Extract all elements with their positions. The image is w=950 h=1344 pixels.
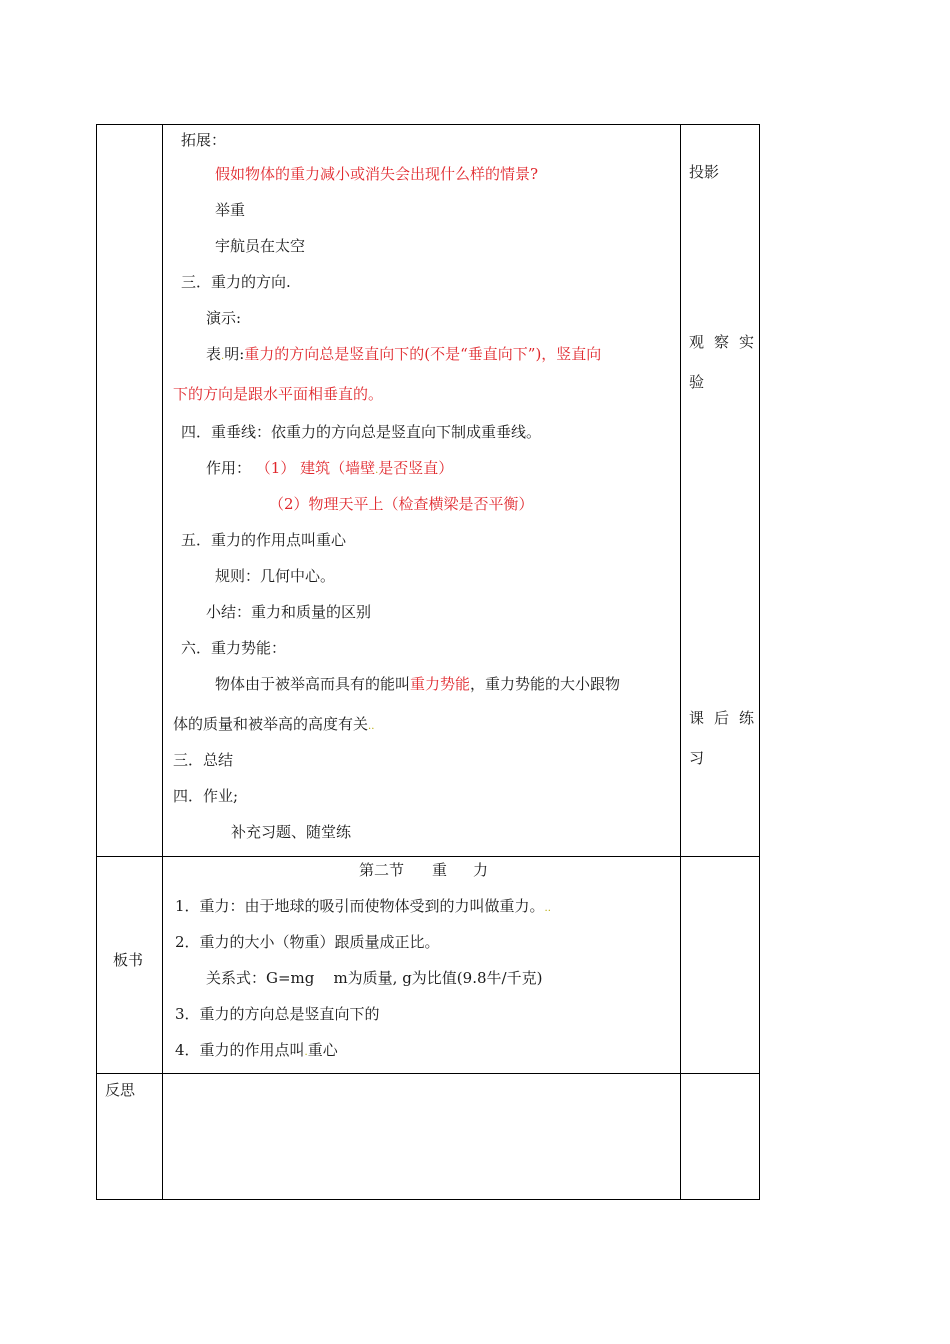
board-point-3: 3．重力的方向总是竖直向下的 xyxy=(175,1005,380,1023)
board-point-1: 1．重力：由于地球的吸引而使物体受到的力叫做重力。.. xyxy=(175,897,551,915)
example-weightlifting: 举重 xyxy=(215,201,246,219)
homework-heading: 四．作业; xyxy=(173,787,239,805)
mark-dot: . xyxy=(375,465,379,476)
mark-dot: .. xyxy=(544,903,551,914)
section-5-heading: 五．重力的作用点叫重心 xyxy=(181,531,347,549)
conclusion-line-1: 表.明:重力的方向总是竖直向下的(不是“垂直向下”)，竖直向 xyxy=(206,345,602,363)
demo-label: 演示: xyxy=(206,309,242,327)
example-astronaut: 宇航员在太空 xyxy=(215,237,306,255)
mark-dot: .. xyxy=(368,721,375,732)
center-of-gravity-rule: 规则：几何中心。 xyxy=(215,567,336,585)
mark-dot: . xyxy=(304,1047,308,1058)
board-point-4: 4．重力的作用点叫.重心 xyxy=(175,1041,338,1059)
reflection-label: 反思 xyxy=(105,1081,136,1099)
homework-items: 补充习题、随堂练 xyxy=(231,823,352,841)
side-note-practice: 课后练 xyxy=(689,709,765,727)
section-6-heading: 六．重力势能： xyxy=(181,639,287,657)
side-note-observe-cont: 验 xyxy=(689,373,705,391)
expand-question: 假如物体的重力减小或消失会出现什么样的情景? xyxy=(215,165,539,183)
summary-line: 小结：重力和质量的区别 xyxy=(206,603,372,621)
section-3-heading: 三．重力的方向. xyxy=(181,273,291,291)
side-note-projection: 投影 xyxy=(689,163,720,181)
section-4-heading: 四．重垂线：依重力的方向总是竖直向下制成重垂线。 xyxy=(181,423,542,441)
plumb-use-2: （2）物理天平上（检查横梁是否平衡） xyxy=(269,495,534,513)
board-title: 第二节 重 力 xyxy=(359,861,489,879)
column-divider-2 xyxy=(680,125,681,1199)
plumb-use-1: 作用： （1） 建筑（墙壁.是否竖直） xyxy=(206,459,454,477)
mark-dot: . xyxy=(221,351,225,362)
row-divider-1 xyxy=(97,856,759,857)
expand-heading: 拓展： xyxy=(181,131,227,149)
board-label: 板书 xyxy=(113,951,144,969)
side-note-practice-cont: 习 xyxy=(689,749,705,767)
row-divider-2 xyxy=(97,1073,759,1074)
potential-energy-line-2: 体的质量和被举高的高度有关.. xyxy=(173,715,375,733)
potential-energy-line-1: 物体由于被举高而具有的能叫重力势能，重力势能的大小跟物 xyxy=(215,675,621,693)
conclusion-line-2: 下的方向是跟水平面相垂直的。 xyxy=(173,385,384,403)
board-point-2: 2．重力的大小（物重）跟质量成正比。 xyxy=(175,933,440,951)
side-note-observe: 观察实 xyxy=(689,333,765,351)
board-formula: 关系式：G=mg m为质量, g为比值(9.8牛/千克) xyxy=(206,969,543,987)
column-divider-1 xyxy=(162,125,163,1199)
summary-heading: 三．总结 xyxy=(173,751,234,769)
lesson-table xyxy=(96,124,765,1200)
